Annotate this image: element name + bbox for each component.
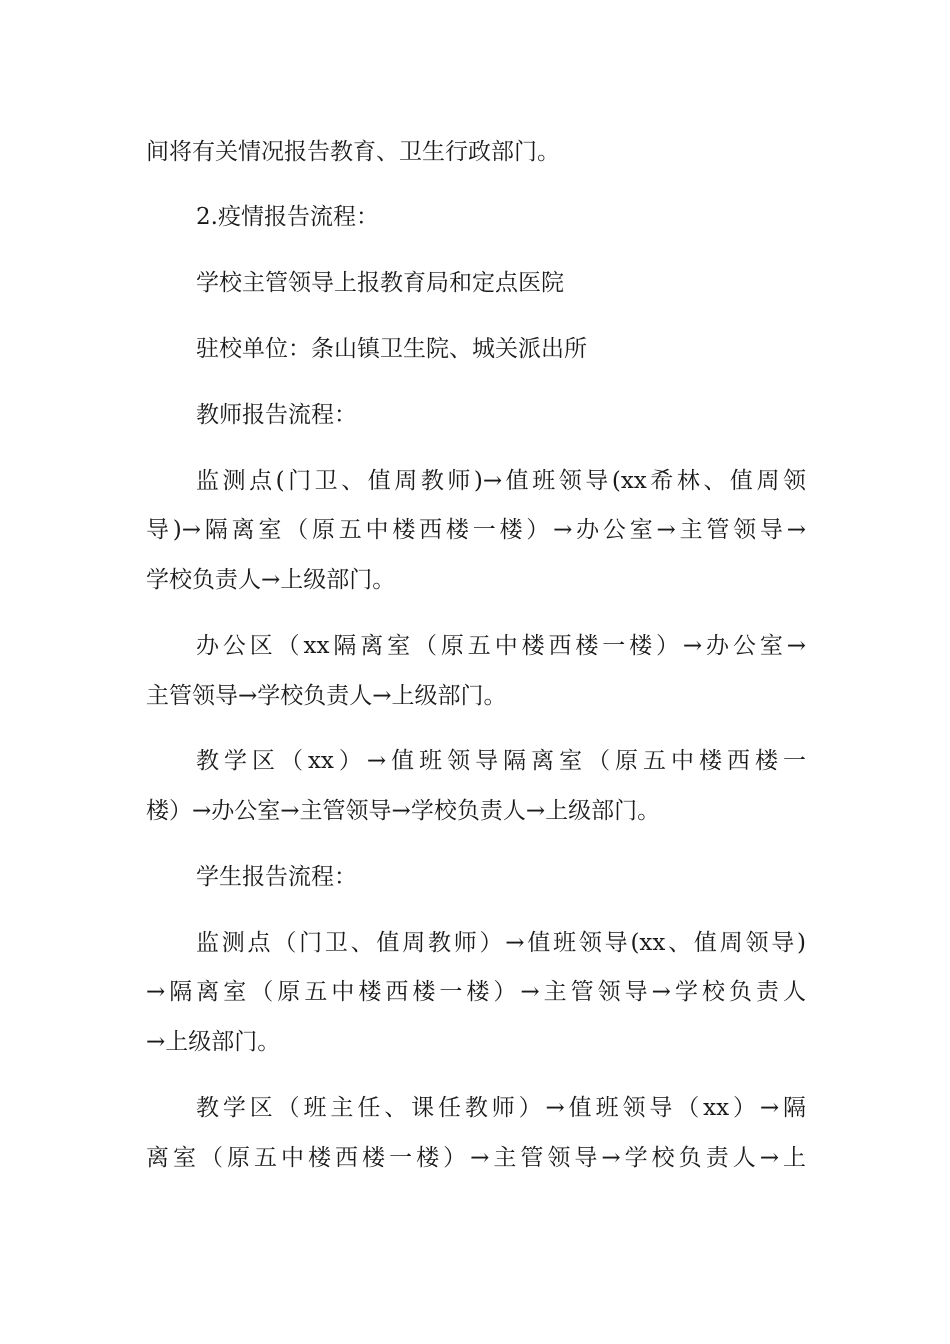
text-line-17: 教学区（班主任、课任教师）→值班领导（xx）→隔 [196, 1095, 806, 1121]
text-line-14: 监测点（门卫、值周教师）→值班领导(xx、值周领导) [196, 930, 806, 956]
text-line-16: →上级部门。 [146, 1029, 281, 1055]
text-line-1: 间将有关情况报告教育、卫生行政部门。 [146, 139, 560, 165]
text-line-18: 离室（原五中楼西楼一楼）→主管领导→学校负责人→上 [146, 1145, 806, 1171]
text-line-10: 主管领导→学校负责人→上级部门。 [146, 683, 507, 709]
text-line-15: →隔离室（原五中楼西楼一楼）→主管领导→学校负责人 [146, 979, 806, 1005]
text-line-7: 导)→隔离室（原五中楼西楼一楼）→办公室→主管领导→ [146, 517, 806, 543]
text-line-12: 楼）→办公室→主管领导→学校负责人→上级部门。 [146, 798, 661, 824]
text-line-8: 学校负责人→上级部门。 [146, 567, 396, 593]
section-heading: 2.疫情报告流程： [196, 204, 379, 230]
text-line-3: 学校主管领导上报教育局和定点医院 [196, 270, 564, 296]
text-line-9: 办公区（xx隔离室（原五中楼西楼一楼）→办公室→ [196, 633, 806, 659]
subheading-teacher: 教师报告流程： [196, 402, 357, 428]
text-line-11: 教学区（xx）→值班领导隔离室（原五中楼西楼一 [196, 748, 806, 774]
subheading-student: 学生报告流程： [196, 864, 357, 890]
text-line-6: 监测点(门卫、值周教师)→值班领导(xx希林、值周领 [196, 468, 806, 494]
text-line-4: 驻校单位：条山镇卫生院、城关派出所 [196, 336, 587, 362]
